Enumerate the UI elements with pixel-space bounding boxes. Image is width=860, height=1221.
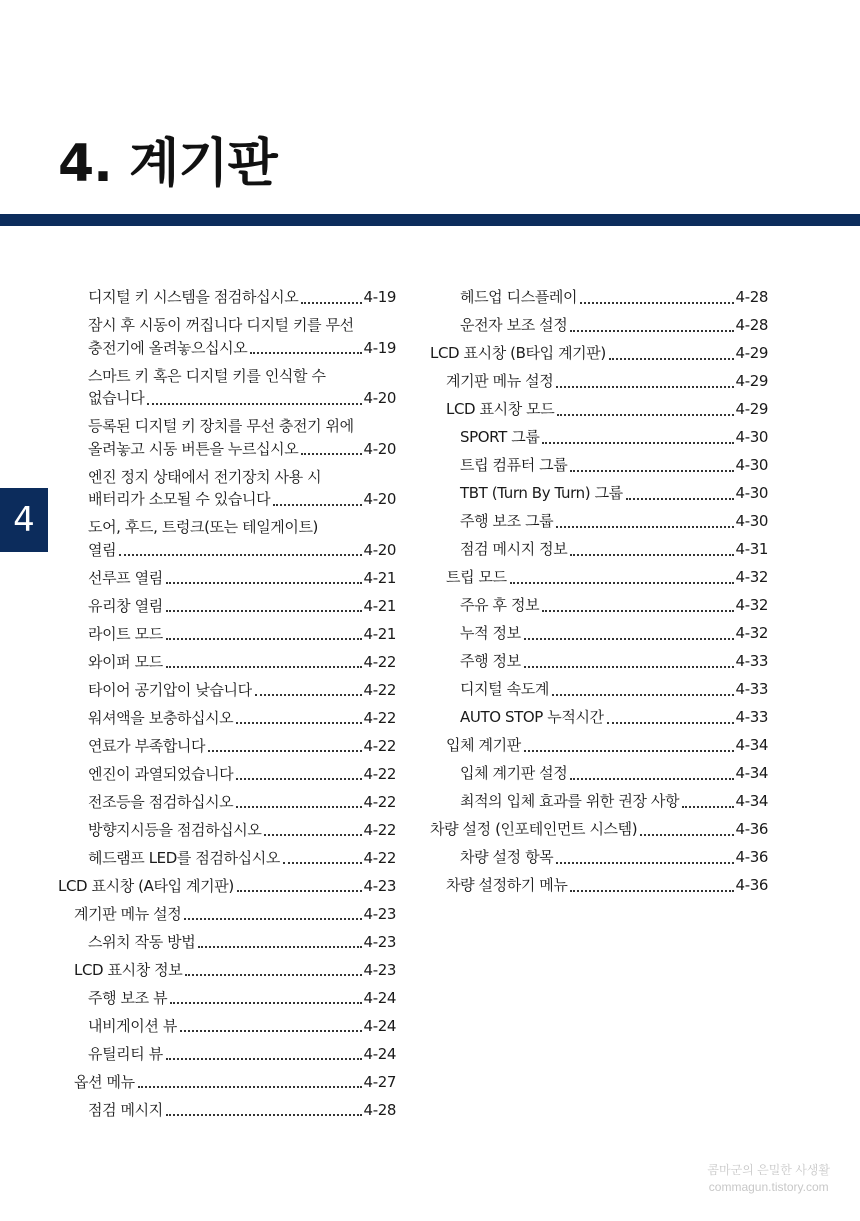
dot-leader bbox=[180, 1029, 362, 1032]
toc-entry-page: 4-33 bbox=[735, 652, 768, 670]
toc-entry[interactable] bbox=[430, 454, 768, 477]
toc-entry-title: 유틸리티 뷰 bbox=[88, 1044, 163, 1063]
toc-entry[interactable] bbox=[58, 875, 396, 898]
toc-entry[interactable] bbox=[58, 1043, 396, 1066]
toc-entry[interactable] bbox=[58, 959, 396, 982]
toc-entry-title: 트립 모드 bbox=[446, 568, 507, 586]
dot-leader bbox=[609, 357, 734, 360]
dot-leader bbox=[556, 385, 733, 388]
toc-entry-page: 4-21 bbox=[363, 624, 396, 643]
toc-entry-title-line1: 잠시 후 시동이 꺼집니다 디지털 키를 무선 bbox=[88, 316, 354, 334]
toc-entry-page: 4-22 bbox=[363, 792, 396, 811]
dot-leader bbox=[198, 945, 361, 948]
toc-entry[interactable] bbox=[58, 707, 396, 730]
toc-entry[interactable] bbox=[58, 735, 396, 758]
toc-entry[interactable] bbox=[58, 987, 396, 1010]
dot-leader bbox=[524, 749, 734, 752]
dot-leader bbox=[166, 581, 362, 584]
dot-leader bbox=[147, 402, 361, 405]
toc-entry[interactable] bbox=[430, 678, 768, 701]
chapter-title: 4. 계기판 bbox=[58, 134, 277, 194]
dot-leader bbox=[570, 469, 733, 472]
toc-entry-title: 최적의 입체 효과를 위한 권장 사항 bbox=[460, 792, 680, 810]
toc-entry-page: 4-32 bbox=[735, 624, 768, 642]
toc-entry-page: 4-22 bbox=[363, 820, 396, 839]
toc-entry[interactable] bbox=[58, 286, 396, 309]
toc-entry[interactable] bbox=[58, 466, 396, 511]
dot-leader bbox=[556, 525, 733, 528]
toc-entry[interactable] bbox=[430, 566, 768, 589]
dot-leader bbox=[682, 805, 733, 808]
dot-leader bbox=[255, 693, 362, 696]
dot-leader bbox=[166, 1057, 362, 1060]
toc-entry-title: 입체 계기판 설정 bbox=[460, 764, 568, 782]
toc-entry-page: 4-28 bbox=[363, 1100, 396, 1119]
toc-entry-title: 스위치 작동 방법 bbox=[88, 932, 196, 951]
dot-leader bbox=[542, 441, 733, 444]
toc-entry-title: 전조등을 점검하십시오 bbox=[88, 792, 234, 811]
toc-entry-title: 옵션 메뉴 bbox=[74, 1072, 135, 1091]
toc-entry-page: 4-30 bbox=[735, 428, 768, 446]
toc-entry[interactable] bbox=[58, 1015, 396, 1038]
toc-entry[interactable] bbox=[430, 510, 768, 533]
dot-leader bbox=[570, 329, 733, 332]
toc-entry-page: 4-28 bbox=[735, 316, 768, 334]
toc-entry-page: 4-36 bbox=[735, 848, 768, 866]
toc-entry-title: 열림 bbox=[88, 540, 117, 559]
toc-entry[interactable] bbox=[430, 286, 768, 309]
toc-entry-title: 계기판 메뉴 설정 bbox=[446, 372, 554, 390]
dot-leader bbox=[301, 452, 361, 455]
dot-leader bbox=[524, 637, 734, 640]
dot-leader bbox=[570, 553, 733, 556]
toc-entry-title: 워셔액을 보충하십시오 bbox=[88, 708, 234, 727]
toc-entry-title: 차량 설정 항목 bbox=[460, 848, 554, 866]
toc-entry-title: 연료가 부족합니다 bbox=[88, 736, 206, 755]
dot-leader bbox=[570, 889, 733, 892]
toc-entry[interactable] bbox=[430, 762, 768, 785]
toc-entry-title: 와이퍼 모드 bbox=[88, 652, 163, 671]
toc-entry-page: 4-23 bbox=[363, 904, 396, 923]
toc-entry-title: 배터리가 소모될 수 있습니다 bbox=[88, 490, 271, 508]
toc-entry-page: 4-27 bbox=[363, 1072, 396, 1091]
toc-entry-title-line1: 등록된 디지털 키 장치를 무선 충전기 위에 bbox=[88, 417, 354, 435]
toc-entry[interactable] bbox=[58, 931, 396, 954]
toc-entry-title: 없습니다 bbox=[88, 389, 145, 407]
dot-leader bbox=[185, 973, 361, 976]
toc-entry-page: 4-32 bbox=[735, 568, 768, 586]
toc-entry-page: 4-28 bbox=[735, 288, 768, 306]
toc-entry-title: 디지털 키 시스템을 점검하십시오 bbox=[88, 288, 299, 306]
toc-entry[interactable] bbox=[58, 314, 396, 359]
toc-entry-page: 4-20 bbox=[363, 540, 396, 559]
toc-entry-page: 4-20 bbox=[363, 490, 396, 508]
toc-entry[interactable] bbox=[58, 1099, 396, 1122]
toc-entry-title: 주행 정보 bbox=[460, 652, 521, 670]
toc-entry-title: TBT (Turn By Turn) 그룹 bbox=[460, 484, 623, 502]
dot-leader bbox=[264, 833, 361, 836]
dot-leader bbox=[524, 665, 734, 668]
toc-entry-title: 선루프 열림 bbox=[88, 568, 163, 587]
dot-leader bbox=[301, 301, 361, 304]
toc-entry[interactable] bbox=[58, 679, 396, 702]
toc-entry-page: 4-31 bbox=[735, 540, 768, 558]
toc-entry-page: 4-22 bbox=[363, 736, 396, 755]
toc-entry[interactable] bbox=[430, 818, 768, 841]
toc-entry-page: 4-33 bbox=[735, 680, 768, 698]
toc-entry[interactable] bbox=[430, 874, 768, 897]
toc-entry-title: 점검 메시지 정보 bbox=[460, 540, 568, 558]
toc-entry-title: 입체 계기판 bbox=[446, 736, 521, 754]
dot-leader bbox=[236, 777, 361, 780]
toc-entry-title: 점검 메시지 bbox=[88, 1100, 163, 1119]
toc-entry[interactable] bbox=[58, 415, 396, 460]
toc-entry-title: 계기판 메뉴 설정 bbox=[74, 904, 182, 923]
toc-entry[interactable] bbox=[58, 819, 396, 842]
toc-entry-title-line1: 도어, 후드, 트렁크(또는 테일게이트) bbox=[88, 518, 319, 536]
toc-entry-title: LCD 표시창 모드 bbox=[446, 400, 555, 418]
toc-entry-page: 4-22 bbox=[363, 764, 396, 783]
toc-entry[interactable] bbox=[58, 1071, 396, 1094]
toc-entry-page: 4-29 bbox=[735, 372, 768, 390]
dot-leader bbox=[166, 637, 362, 640]
toc-entry[interactable] bbox=[430, 370, 768, 393]
toc-entry-page: 4-22 bbox=[363, 652, 396, 671]
toc-entry-page: 4-24 bbox=[363, 1016, 396, 1035]
toc-entry[interactable] bbox=[58, 595, 396, 618]
toc-entry-page: 4-29 bbox=[735, 344, 768, 362]
dot-leader bbox=[208, 749, 361, 752]
dot-leader bbox=[170, 1001, 361, 1004]
toc-entry-title: 차량 설정 (인포테인먼트 시스템) bbox=[430, 820, 638, 838]
dot-leader bbox=[570, 777, 733, 780]
toc-entry-title: 헤드램프 LED를 점검하십시오 bbox=[88, 848, 280, 867]
toc-entry-title: AUTO STOP 누적시간 bbox=[460, 708, 604, 726]
dot-leader bbox=[607, 721, 734, 724]
toc-entry-page: 4-30 bbox=[735, 512, 768, 530]
toc-entry[interactable] bbox=[430, 734, 768, 757]
toc-entry-page: 4-24 bbox=[363, 1044, 396, 1063]
toc-entry-title: 올려놓고 시동 버튼을 누르십시오 bbox=[88, 439, 299, 458]
toc-entry-page: 4-36 bbox=[735, 876, 768, 894]
toc-entry-title: 디지털 속도계 bbox=[460, 680, 549, 698]
toc-entry-page: 4-29 bbox=[735, 400, 768, 418]
dot-leader bbox=[237, 889, 362, 892]
toc-entry[interactable] bbox=[58, 365, 396, 410]
dot-leader bbox=[166, 1113, 362, 1116]
toc-entry-title: 충전기에 올려놓으십시오 bbox=[88, 338, 248, 357]
toc-entry-page: 4-20 bbox=[363, 389, 396, 407]
dot-leader bbox=[236, 721, 361, 724]
toc-entry-page: 4-30 bbox=[735, 456, 768, 474]
toc-entry-page: 4-34 bbox=[735, 736, 768, 754]
toc-entry-title: 차량 설정하기 메뉴 bbox=[446, 876, 568, 894]
toc-entry-title-line1: 스마트 키 혹은 디지털 키를 인식할 수 bbox=[88, 366, 326, 385]
toc-entry[interactable] bbox=[430, 398, 768, 421]
toc-entry[interactable] bbox=[430, 622, 768, 645]
dot-leader bbox=[557, 413, 733, 416]
toc-entry-title: 헤드업 디스플레이 bbox=[460, 288, 578, 306]
toc-entry-title: 내비게이션 뷰 bbox=[88, 1016, 177, 1035]
watermark-line-2: commagun.tistory.com bbox=[708, 1180, 829, 1194]
toc-entry-page: 4-36 bbox=[735, 820, 768, 838]
toc-entry-page: 4-23 bbox=[363, 932, 396, 951]
toc-entry-title: SPORT 그룹 bbox=[460, 428, 540, 446]
toc-entry-page: 4-30 bbox=[735, 484, 768, 502]
toc-column-right bbox=[430, 286, 768, 902]
toc-entry-page: 4-32 bbox=[735, 596, 768, 614]
toc-entry-page: 4-19 bbox=[363, 288, 396, 306]
toc-entry-page: 4-19 bbox=[363, 338, 396, 357]
toc-entry-title: 주행 보조 그룹 bbox=[460, 512, 554, 530]
toc-entry-page: 4-34 bbox=[735, 764, 768, 782]
toc-entry[interactable] bbox=[430, 342, 768, 365]
toc-entry[interactable] bbox=[430, 594, 768, 617]
toc-entry[interactable] bbox=[430, 426, 768, 449]
toc-entry-page: 4-21 bbox=[363, 596, 396, 615]
toc-entry-page: 4-24 bbox=[363, 988, 396, 1007]
toc-entry-title: 트립 컴퓨터 그룹 bbox=[460, 456, 568, 474]
toc-entry[interactable] bbox=[58, 791, 396, 814]
toc-entry-page: 4-34 bbox=[735, 792, 768, 810]
dot-leader bbox=[626, 497, 734, 500]
title-rule bbox=[0, 214, 860, 226]
toc-entry[interactable] bbox=[58, 763, 396, 786]
dot-leader bbox=[640, 833, 733, 836]
toc-entry-page: 4-22 bbox=[363, 848, 396, 867]
toc-entry-title: 유리창 열림 bbox=[88, 596, 163, 615]
dot-leader bbox=[166, 609, 362, 612]
dot-leader bbox=[580, 301, 733, 304]
toc-entry[interactable] bbox=[430, 538, 768, 561]
toc-entry-page: 4-22 bbox=[363, 708, 396, 727]
toc-entry[interactable] bbox=[430, 706, 768, 729]
dot-leader bbox=[250, 351, 361, 354]
toc-entry-title: LCD 표시창 (A타입 계기판) bbox=[58, 876, 234, 895]
toc-entry[interactable] bbox=[58, 567, 396, 590]
toc-entry-page: 4-22 bbox=[363, 680, 396, 699]
toc-entry[interactable] bbox=[58, 516, 396, 561]
toc-entry-page: 4-20 bbox=[363, 439, 396, 458]
dot-leader bbox=[542, 609, 733, 612]
toc-entry-title: 라이트 모드 bbox=[88, 624, 163, 643]
toc-entry[interactable] bbox=[58, 903, 396, 926]
dot-leader bbox=[556, 861, 733, 864]
toc-entry[interactable] bbox=[58, 623, 396, 646]
dot-leader bbox=[236, 805, 361, 808]
toc-entry-title: 엔진이 과열되었습니다 bbox=[88, 764, 234, 783]
toc-entry[interactable] bbox=[58, 847, 396, 870]
toc-entry-title-line1: 엔진 정지 상태에서 전기장치 사용 시 bbox=[88, 467, 322, 486]
chapter-tab: 4 bbox=[0, 488, 48, 552]
toc-column-left bbox=[58, 286, 396, 1127]
toc-entry[interactable] bbox=[430, 846, 768, 869]
dot-leader bbox=[510, 581, 734, 584]
toc-entry[interactable] bbox=[430, 314, 768, 337]
toc-entry-page: 4-23 bbox=[363, 876, 396, 895]
dot-leader bbox=[273, 503, 361, 506]
watermark bbox=[707, 1162, 830, 1196]
dot-leader bbox=[184, 917, 361, 920]
toc-entry-title: 주유 후 정보 bbox=[460, 596, 540, 614]
dot-leader bbox=[119, 553, 361, 556]
toc-entry-title: LCD 표시창 (B타입 계기판) bbox=[430, 344, 606, 362]
dot-leader bbox=[283, 861, 362, 864]
toc-entry-title: 주행 보조 뷰 bbox=[88, 988, 168, 1007]
toc-entry[interactable] bbox=[58, 651, 396, 674]
toc-entry-page: 4-33 bbox=[735, 708, 768, 726]
dot-leader bbox=[552, 693, 734, 696]
watermark-line-1: 콤마군의 은밀한 사생활 bbox=[707, 1163, 830, 1177]
toc-entry[interactable] bbox=[430, 650, 768, 673]
toc-entry[interactable] bbox=[430, 790, 768, 813]
toc-entry-page: 4-21 bbox=[363, 568, 396, 587]
toc-entry-title: LCD 표시창 정보 bbox=[74, 960, 183, 979]
toc-entry[interactable] bbox=[430, 482, 768, 505]
dot-leader bbox=[138, 1085, 362, 1088]
toc-entry-title: 방향지시등을 점검하십시오 bbox=[88, 820, 262, 839]
toc-entry-title: 타이어 공기압이 낮습니다 bbox=[88, 680, 252, 699]
toc-entry-page: 4-23 bbox=[363, 960, 396, 979]
toc-entry-title: 누적 정보 bbox=[460, 624, 521, 642]
toc-entry-title: 운전자 보조 설정 bbox=[460, 316, 568, 334]
dot-leader bbox=[166, 665, 362, 668]
